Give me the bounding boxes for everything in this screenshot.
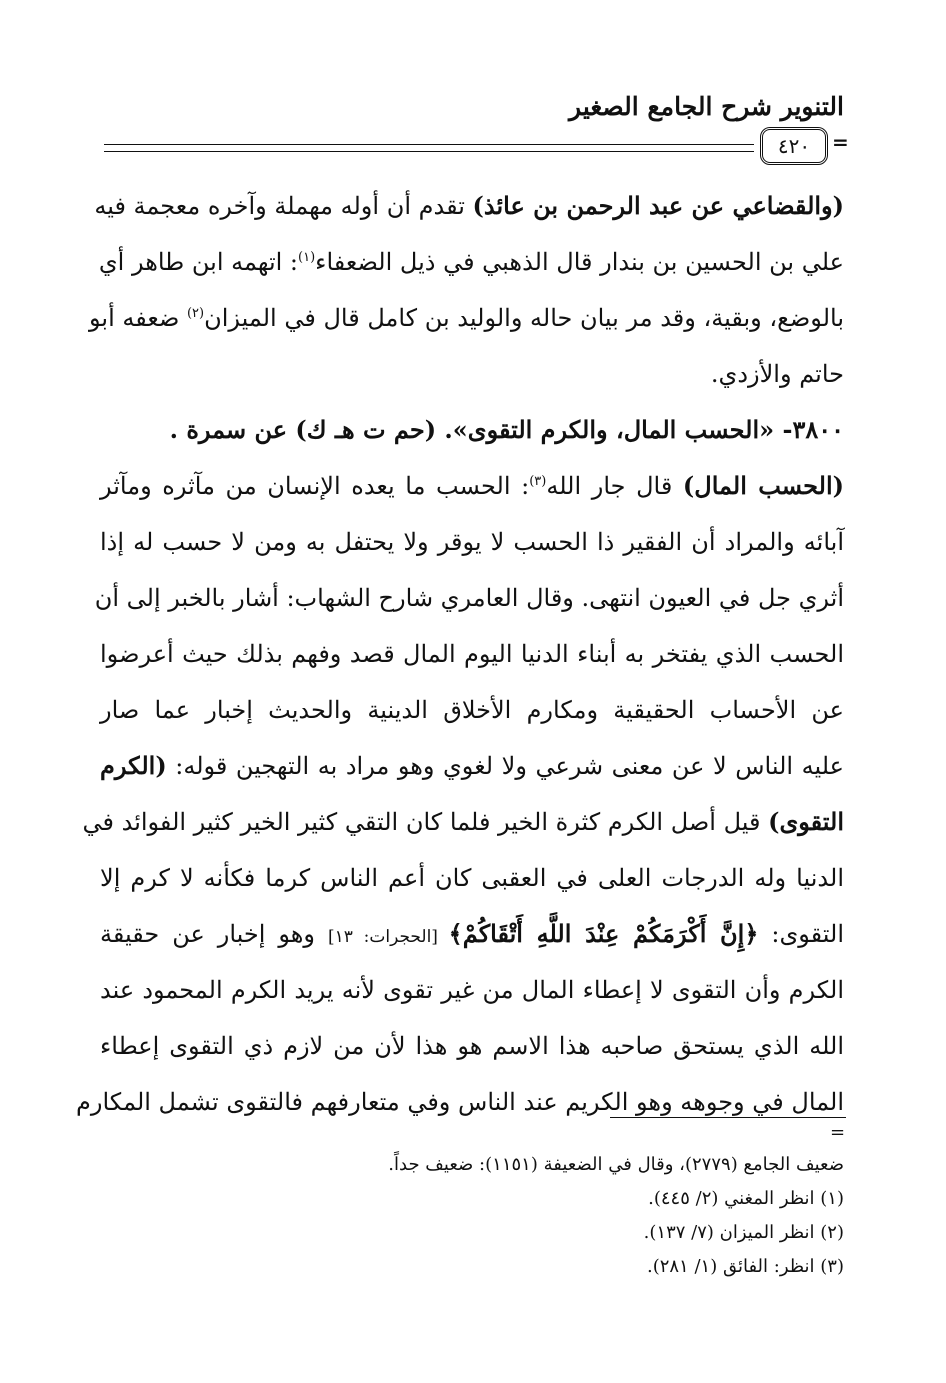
footnote-eq-mark: = — [830, 1122, 846, 1143]
text-line-1 — [94, 178, 844, 234]
text-line-14 — [100, 906, 844, 962]
text-run: حاتم والأزدي. — [710, 360, 844, 388]
footnote-ref-2[interactable]: (٢) — [186, 306, 205, 321]
bold-citation: (الحسب المال) — [682, 471, 845, 500]
text-line-8: أثري جل في العيون انتهى. وقال العامري شارح الشهاب: أشار بالخبر إلى أن — [94, 584, 844, 612]
text-line-15: الكرم وأن التقوى لا إعطاء المال من غير تقوى لأنه يريد الكرم المحمود عند — [100, 976, 844, 1004]
text-line-17: المال في وجوهه وهو الكريم عند الناس وفي متعارفهم فالتقوى تشمل المكارم — [76, 1088, 844, 1116]
running-title: التنوير شرح الجامع الصغير — [569, 92, 844, 121]
bold-citation: (الكرم — [100, 751, 167, 780]
text-run: وهو إخبار عن حقيقة — [100, 920, 328, 948]
header-eq-mark: = — [832, 130, 849, 154]
footnote-rule — [610, 1117, 846, 1118]
header-rule-bottom — [104, 151, 754, 152]
footnotes — [100, 1148, 844, 1284]
page-number: ٤٢٠ — [760, 127, 828, 165]
text-run: بالوضع، وبقية، وقد مر بيان حاله والوليد بن كامل قال في الميزان — [204, 304, 844, 332]
text-run: عليه الناس لا عن معنى شرعي ولا لغوي وهو مراد به التهجين قوله: — [166, 752, 844, 780]
main-text — [76, 178, 845, 1130]
hadith-text: ٣٨٠٠- «الحسب المال، والكرم التقوى». (حم ت هـ ك) عن سمرة . — [169, 415, 844, 444]
text-line-16: الله الذي يستحق صاحبه هذا الاسم هو هذا لأن من لازم ذي التقوى إعطاء — [100, 1032, 844, 1060]
header-rule-top — [104, 144, 754, 145]
text-line-6 — [100, 458, 844, 514]
footnote-ref-3[interactable]: (٣) — [529, 474, 547, 489]
footnote-2: (٢) انظر الميزان (٧/ ١٣٧). — [643, 1222, 844, 1243]
text-run: تقدم أن أوله مهملة وآخره معجمة فيه — [94, 192, 473, 220]
text-line-2 — [100, 234, 844, 290]
footnote-ref-1[interactable]: (١) — [298, 250, 316, 265]
quran-quote: ﴿إِنَّ أَكْرَمَكُمْ عِنْدَ اللَّهِ أَتْقَاكُمْ﴾ — [448, 919, 759, 948]
text-line-7: آبائه والمراد أن الفقير ذا الحسب لا يوقر ولا يحتفل به ومن لا حسب له إذا — [100, 528, 844, 556]
text-run: علي بن الحسين بن بندار قال الذهبي في ذيل الضعفاء — [315, 248, 844, 276]
text-line-9: الحسب الذي يفتخر به أبناء الدنيا اليوم المال قصد وفهم بذلك حيث أعرضوا — [100, 640, 844, 668]
text-run: : الحسب ما يعده الإنسان من مآثره ومآثر — [100, 472, 530, 500]
text-line-11 — [100, 738, 844, 794]
footnote-3: (٣) انظر: الفائق (١/ ٢٨١). — [646, 1256, 844, 1277]
text-run: ضعفه أبو — [88, 304, 187, 332]
text-run: التقوى: — [758, 920, 845, 948]
text-line-10: عن الأحساب الحقيقية ومكارم الأخلاق الدينية والحديث إخبار عما صار — [100, 696, 844, 724]
text-line-13: الدنيا وله الدرجات العلى في العقبى كان أعم الناس كرما فكأنه لا كرم إلا — [100, 864, 844, 892]
footnote-grading: ضعيف الجامع (٢٧٧٩)، وقال في الضعيفة (١١٥١): ضعيف جداً. — [388, 1154, 844, 1175]
bold-citation: التقوى) — [768, 807, 844, 836]
text-line-4 — [100, 346, 844, 402]
text-run: قيل أصل الكرم كثرة الخير فلما كان التقي كثير الخير كثير الفوائد في — [82, 808, 769, 836]
footnote-1: (١) انظر المغني (٢/ ٤٤٥). — [648, 1188, 844, 1209]
text-line-12 — [82, 794, 844, 850]
quran-reference: [الحجرات: ١٣] — [327, 927, 449, 947]
bold-citation: (والقضاعي عن عبد الرحمن بن عائذ) — [472, 191, 844, 220]
text-run: قال جار الله — [546, 472, 683, 500]
text-run: : اتهمه ابن طاهر أي — [98, 248, 299, 276]
hadith-heading — [100, 402, 844, 458]
text-line-3 — [88, 290, 844, 346]
